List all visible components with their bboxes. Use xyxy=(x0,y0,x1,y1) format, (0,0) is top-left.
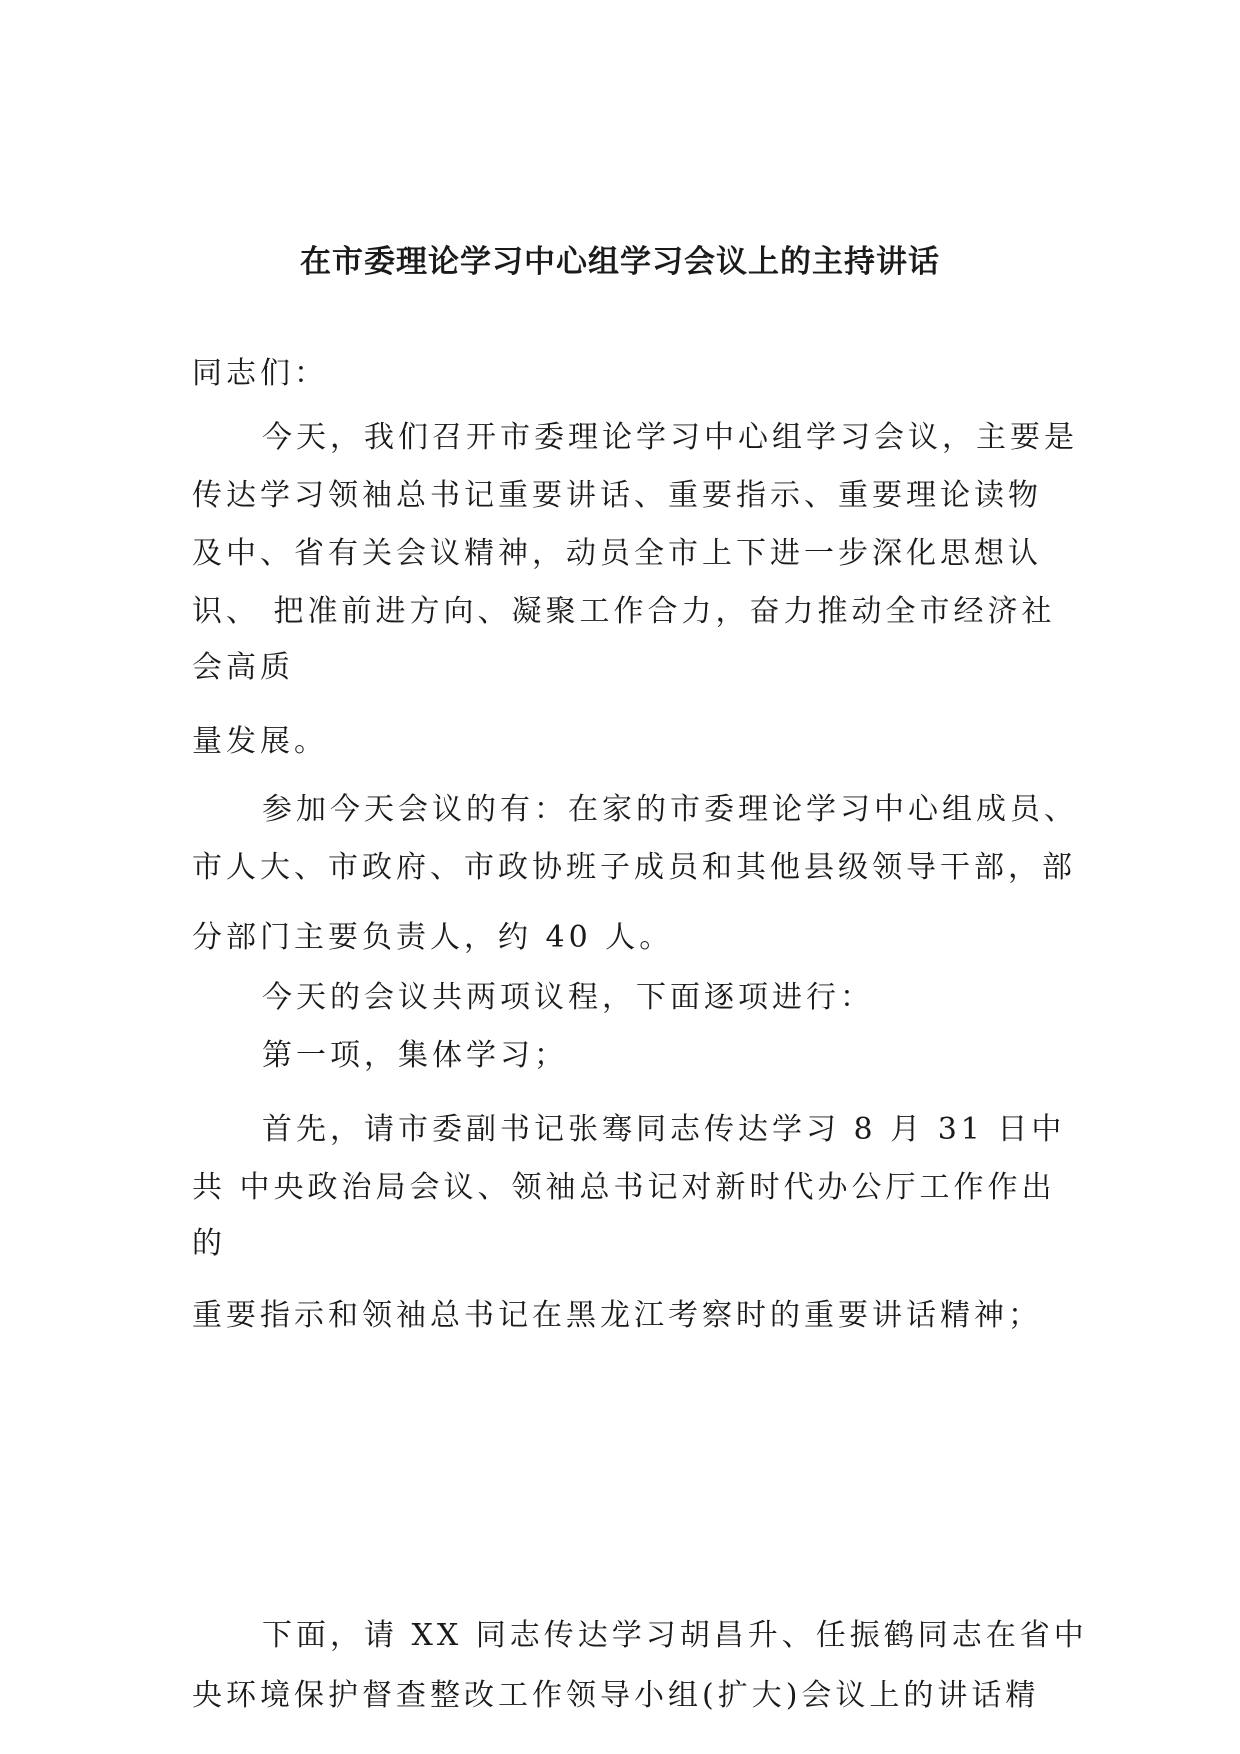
agenda-intro: 今天的会议共两项议程，下面逐项进行： xyxy=(262,980,874,1015)
paragraph-1-line-3: 及中、省有关会议精神，动员全市上下进一步深化思想认 xyxy=(192,536,1042,571)
paragraph-3-line-1: 首先，请市委副书记张骞同志传达学习 8 月 31 日中 xyxy=(262,1112,1066,1147)
agenda-item-1: 第一项，集体学习； xyxy=(262,1038,568,1073)
paragraph-1-line-5: 会高质 xyxy=(192,650,294,685)
paragraph-1-line-4: 识、 把准前进方向、凝聚工作合力，奋力推动全市经济社 xyxy=(192,594,1056,629)
paragraph-3-line-3: 的 xyxy=(192,1226,226,1261)
paragraph-1-line-1: 今天，我们召开市委理论学习中心组学习会议，主要是 xyxy=(262,420,1078,455)
salutation: 同志们： xyxy=(192,356,328,391)
paragraph-2-line-1: 参加今天会议的有：在家的市委理论学习中心组成员、 xyxy=(262,792,1078,827)
paragraph-2-line-3: 分部门主要负责人，约 40 人。 xyxy=(192,920,674,955)
paragraph-3-line-2: 共 中央政治局会议、领袖总书记对新时代办公厅工作作出 xyxy=(192,1170,1056,1205)
paragraph-3-line-4: 重要指示和领袖总书记在黑龙江考察时的重要讲话精神； xyxy=(192,1298,1042,1333)
paragraph-4-line-2: 央环境保护督查整改工作领导小组(扩大)会议上的讲话精 xyxy=(192,1678,1040,1713)
document-title: 在市委理论学习中心组学习会议上的主持讲话 xyxy=(300,244,940,280)
paragraph-1-line-2: 传达学习领袖总书记重要讲话、重要指示、重要理论读物 xyxy=(192,478,1042,513)
paragraph-4-line-1: 下面，请 XX 同志传达学习胡昌升、任振鹤同志在省中 xyxy=(262,1618,1088,1653)
paragraph-1-line-6: 量发展。 xyxy=(192,724,328,759)
paragraph-2-line-2: 市人大、市政府、市政协班子成员和其他县级领导干部，部 xyxy=(192,850,1076,885)
